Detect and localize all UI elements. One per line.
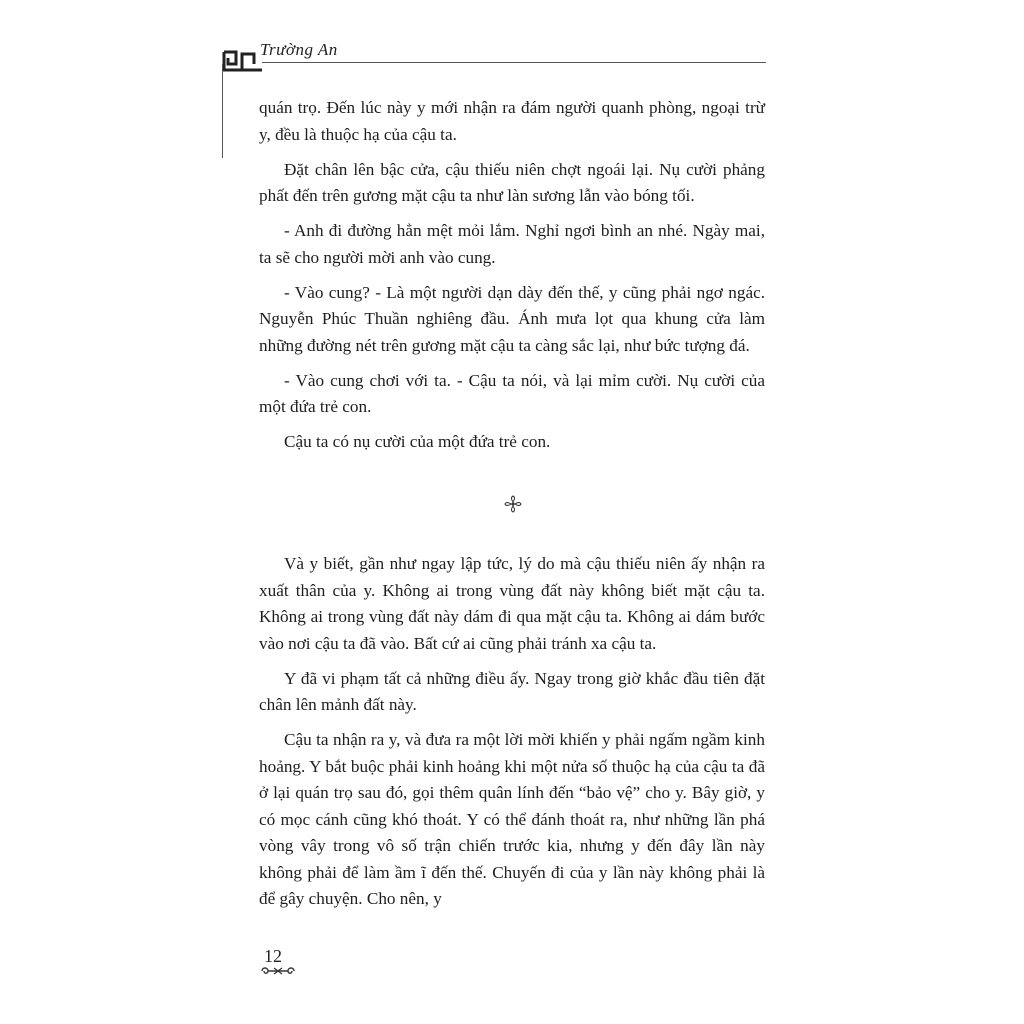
margin-rule (222, 64, 223, 158)
paragraph: Cậu ta nhận ra y, và đưa ra một lời mời khiến y phải ngấm ngầm kinh hoảng. Y bắt buộc phải kinh hoảng khi một nửa số thuộc hạ của cậu ta đã ở lại quán trọ sau đó, gọi thêm quân lính đến “bảo vệ” cho y. Bây giờ, y có mọc cánh cũng khó thoát. Y có thể đánh thoát ra, như những lần phá vòng vây trong vô số trận chiến trước kia, nhưng y đến đây lần này không phải để làm ầm ĩ đến thế. Chuyến đi của y lần này không phải là để gây chuyện. Cho nên, y (259, 730, 765, 908)
floral-ornament-icon (503, 494, 523, 514)
page-number: 12 (264, 946, 282, 966)
running-header (222, 38, 766, 78)
paragraph: Và y biết, gần như ngay lập tức, lý do mà cậu thiếu niên ấy nhận ra xuất thân của y. Không ai trong vùng đất này không biết mặt cậu ta. Không ai trong vùng đất này dám đi qua mặt cậu ta. Không ai dám bước vào nơi cậu ta đã vào. Bất cứ ai cũng phải tránh xa cậu ta. (259, 554, 765, 653)
paragraph: Cậu ta có nụ cười của một đứa trẻ con. (284, 432, 551, 451)
paragraph: Đặt chân lên bậc cửa, cậu thiếu niên chợt ngoái lại. Nụ cười phảng phất đến trên gương mặt cậu ta như làn sương lẫn vào bóng tối. (259, 159, 765, 205)
running-header-title: Trường An (260, 40, 338, 59)
scroll-ornament-icon (258, 964, 298, 978)
body-text-section-1 (259, 95, 765, 464)
paragraph: - Vào cung chơi với ta. - Cậu ta nói, và lại mỉm cười. Nụ cười của một đứa trẻ con. (259, 370, 765, 416)
header-rule (262, 62, 766, 63)
paragraph: - Anh đi đường hẳn mệt mỏi lắm. Nghỉ ngơi bình an nhé. Ngày mai, ta sẽ cho người mời anh vào cung. (259, 221, 765, 267)
paragraph: Y đã vi phạm tất cả những điều ấy. Ngay trong giờ khắc đầu tiên đặt chân lên mảnh đất này. (259, 668, 765, 714)
paragraph: - Vào cung? - Là một người dạn dày đến thế, y cũng phải ngơ ngác. Nguyễn Phúc Thuần nghiêng đầu. Ánh mưa lọt qua khung cửa làm những đường nét trên gương mặt cậu ta càng sắc lại, như bức tượng đá. (259, 282, 765, 355)
meander-ornament-icon (222, 44, 262, 74)
paragraph: quán trọ. Đến lúc này y mới nhận ra đám người quanh phòng, ngoại trừ y, đều là thuộc hạ của cậu ta. (259, 98, 765, 144)
body-text-section-2 (259, 551, 765, 921)
